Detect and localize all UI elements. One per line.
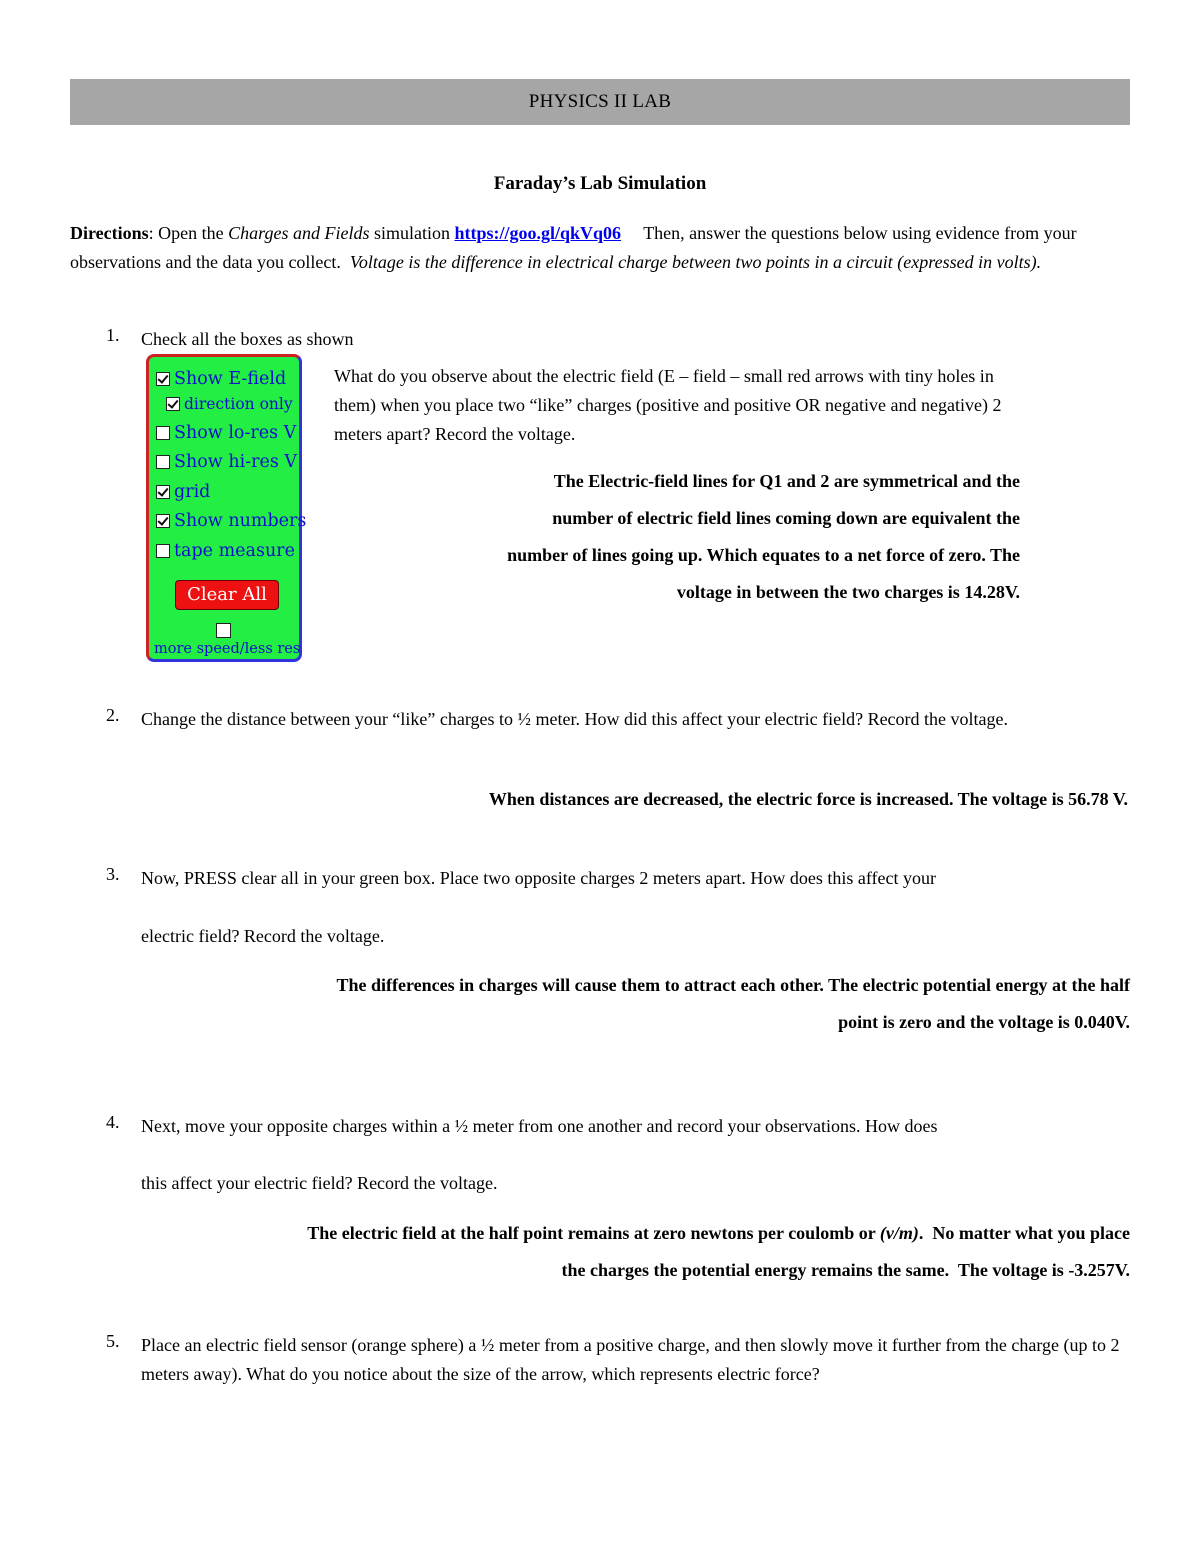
answer-line: The Electric-field lines for Q1 and 2 are symmetrical and the — [553, 471, 1020, 491]
header-bar — [70, 79, 1130, 125]
tape-measure-checkbox[interactable] — [156, 540, 295, 562]
show-e-field-checkbox[interactable] — [156, 368, 286, 390]
directions-post: Then, answer the questions below using evidence from your observations and the data you collect. — [70, 223, 1082, 272]
answer-text: . No matter what you place — [918, 1223, 1130, 1243]
question-4-text-line1: Next, move your opposite charges within a ½ meter from one another and record your observations. How does — [141, 1116, 938, 1136]
checkbox-label: tape measure — [174, 541, 295, 561]
checkbox-icon[interactable] — [156, 372, 170, 386]
clear-all-button[interactable]: Clear All — [175, 580, 279, 610]
question-1-text: Check all the boxes as shown — [141, 329, 354, 349]
checkbox-icon[interactable] — [156, 514, 170, 528]
grid-checkbox[interactable] — [156, 481, 210, 503]
checkbox-icon[interactable] — [156, 544, 170, 558]
checkbox-label: grid — [174, 482, 211, 502]
speed-checkbox[interactable] — [216, 623, 231, 638]
question-2-answer — [140, 781, 1128, 818]
checkbox-label: Show numbers — [174, 511, 307, 531]
checkbox-icon[interactable] — [156, 426, 170, 440]
answer-line — [140, 1215, 1130, 1252]
question-3-number: 3. — [106, 864, 120, 884]
question-3-text-line1: Now, PRESS clear all in your green box. Place two opposite charges 2 meters apart. How does this affect your — [141, 868, 936, 888]
sim-name: Charges and Fields — [228, 223, 370, 243]
checkbox-icon[interactable] — [166, 397, 180, 411]
answer-unit: (v/m) — [879, 1223, 919, 1243]
directions-paragraph — [70, 219, 1130, 277]
answer-text: The electric field at the half point remains at zero newtons per coulomb or — [307, 1223, 880, 1243]
question-4-number: 4. — [106, 1112, 120, 1132]
answer-line: number of electric field lines coming down are equivalent the — [552, 508, 1020, 528]
header-title: PHYSICS II LAB — [528, 91, 672, 112]
question-3-answer — [140, 967, 1130, 1041]
question-1-prompt: What do you observe about the electric field (E – field – small red arrows with tiny holes in them) when you place two “like” charges (positive and positive OR negative and negative) 2 meters apart? Record the voltage. — [334, 366, 1002, 444]
question-4-text-line2: this affect your electric field? Record the voltage. — [141, 1173, 498, 1193]
simulation-link[interactable]: https://goo.gl/qkVq06 — [454, 223, 622, 243]
question-1-number: 1. — [106, 325, 120, 345]
question-3-text-line2: electric field? Record the voltage. — [141, 926, 385, 946]
speed-label: more speed/less res — [154, 641, 301, 657]
checkbox-icon[interactable] — [156, 485, 170, 499]
directions-label: Directions — [70, 223, 149, 243]
show-lo-res-v-checkbox[interactable] — [156, 422, 296, 444]
show-numbers-checkbox[interactable] — [156, 510, 306, 532]
answer-line: voltage in between the two charges is 14.28V. — [676, 582, 1020, 602]
document-title: Faraday’s Lab Simulation — [493, 173, 707, 194]
question-5-text: Place an electric field sensor (orange sphere) a ½ meter from a positive charge, and then slowly move it further from the charge (up to 2 meters away). What do you notice about the size of the arrow, which represents electric force? — [141, 1335, 1120, 1384]
question-5-number: 5. — [106, 1331, 120, 1351]
show-hi-res-v-checkbox[interactable] — [156, 451, 297, 473]
answer-line: the charges the potential energy remains the same. The voltage is -3.257V. — [561, 1260, 1130, 1280]
directions-pre: : Open the — [148, 223, 229, 243]
direction-only-checkbox[interactable] — [166, 393, 293, 415]
question-2-number: 2. — [106, 705, 120, 725]
question-1-answer — [330, 463, 1020, 611]
answer-line: When distances are decreased, the electric force is increased. The voltage is 56.78 V. — [488, 789, 1128, 809]
directions-mid: simulation — [369, 223, 455, 243]
answer-line: number of lines going up. Which equates to a net force of zero. The — [507, 545, 1020, 565]
checkbox-label: Show hi-res V — [174, 452, 298, 472]
checkbox-icon[interactable] — [156, 455, 170, 469]
checkbox-label: Show E-field — [174, 369, 287, 389]
checkbox-label: direction only — [184, 395, 293, 413]
checkbox-label: Show lo-res V — [174, 423, 297, 443]
answer-line: point is zero and the voltage is 0.040V. — [838, 1012, 1130, 1032]
voltage-definition: Voltage is the difference in electrical charge between two points in a circuit (expressed in volts). — [349, 252, 1042, 272]
question-4-answer — [140, 1215, 1130, 1289]
controls-panel — [146, 354, 307, 662]
question-2-text: Change the distance between your “like” charges to ½ meter. How did this affect your electric field? Record the voltage. — [141, 709, 1009, 729]
answer-line: The differences in charges will cause them to attract each other. The electric potential energy at the half — [336, 975, 1130, 995]
